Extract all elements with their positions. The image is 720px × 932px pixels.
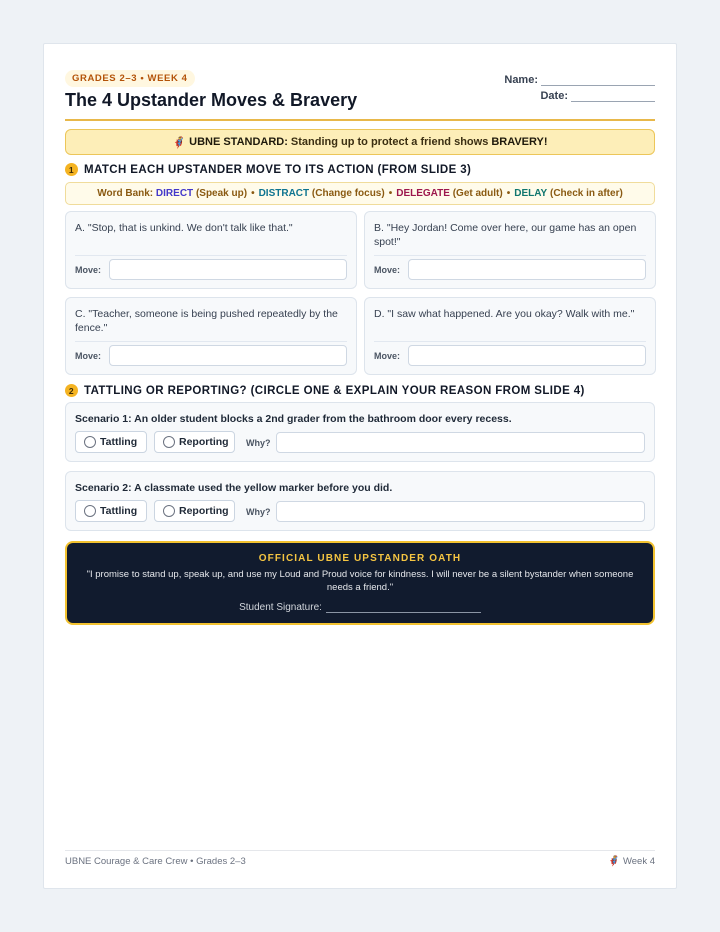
word-separator: • (388, 188, 393, 199)
standard-banner (65, 129, 655, 155)
move-input[interactable] (109, 259, 347, 280)
tattling-label: Tattling (100, 436, 138, 448)
card-divider (75, 255, 347, 256)
move-input[interactable] (408, 345, 646, 366)
signature-line[interactable] (326, 604, 481, 613)
move-label: Move: (75, 351, 102, 361)
superhero-icon: 🦸 (172, 136, 187, 149)
word-bank-label: Word Bank: (97, 188, 154, 199)
standard-highlight: BRAVERY! (491, 136, 548, 148)
upstander-oath-box (65, 541, 655, 625)
header-divider (65, 119, 655, 121)
word-distract: DISTRACT (258, 188, 310, 199)
date-label: Date: (540, 90, 568, 102)
word-direct-note: (Speak up) (195, 188, 248, 199)
tattling-option[interactable] (75, 431, 147, 453)
footer-divider (65, 850, 655, 851)
move-label: Move: (374, 265, 401, 275)
section-1-heading (65, 163, 471, 176)
move-quote: C. "Teacher, someone is being pushed repeatedly by the fence." (75, 308, 338, 334)
superhero-icon: 🦸 (607, 856, 620, 867)
move-label: Move: (374, 351, 401, 361)
page-title: The 4 Upstander Moves & Bravery (65, 90, 358, 110)
move-input[interactable] (109, 345, 347, 366)
word-delegate-note: (Get adult) (452, 188, 503, 199)
grade-week-badge: GRADES 2–3 • WEEK 4 (65, 70, 195, 87)
word-separator: • (251, 188, 255, 199)
signature-field[interactable] (67, 602, 653, 613)
signature-label: Student Signature: (239, 602, 322, 613)
section-1-title: MATCH EACH UPSTANDER MOVE TO ITS ACTION (FROM SLIDE 3) (84, 163, 472, 176)
tattling-option[interactable] (75, 500, 147, 522)
word-distract-note: (Change focus) (311, 188, 385, 199)
move-quote: A. "Stop, that is unkind. We don't talk like that." (75, 222, 293, 234)
name-blank[interactable] (541, 77, 655, 86)
name-label: Name: (504, 74, 538, 86)
footer-right (608, 856, 656, 867)
footer-left-text: UBNE Courage & Care Crew • Grades 2–3 (65, 856, 246, 867)
why-input[interactable] (276, 501, 645, 522)
scenario-card-1 (65, 402, 655, 462)
why-label: Why? (246, 438, 271, 448)
radio-circle-icon[interactable] (84, 436, 96, 448)
section-2-title: TATTLING OR REPORTING? (CIRCLE ONE & EXPLAIN YOUR REASON FROM SLIDE 4) (84, 384, 585, 397)
standard-text: Standing up to protect a friend shows (290, 136, 489, 148)
move-quote: B. "Hey Jordan! Come over here, our game has an open spot!" (374, 222, 637, 248)
date-field[interactable] (540, 90, 655, 102)
radio-circle-icon[interactable] (163, 436, 175, 448)
move-card-a (65, 211, 357, 289)
why-label: Why? (246, 507, 271, 517)
word-separator: • (506, 188, 511, 199)
standard-label: UBNE STANDARD: (189, 136, 288, 148)
name-field[interactable] (504, 74, 655, 86)
card-divider (75, 341, 347, 342)
tattling-label: Tattling (100, 505, 138, 517)
radio-circle-icon[interactable] (163, 505, 175, 517)
scenario-card-2 (65, 471, 655, 531)
date-blank[interactable] (571, 93, 655, 102)
radio-circle-icon[interactable] (84, 505, 96, 517)
move-input[interactable] (408, 259, 646, 280)
why-input[interactable] (276, 432, 645, 453)
word-delay: DELAY (514, 188, 548, 199)
word-direct: DIRECT (155, 188, 194, 199)
card-divider (374, 255, 646, 256)
reporting-option[interactable] (154, 431, 235, 453)
word-delegate: DELEGATE (396, 188, 450, 199)
word-delay-note: (Check in after) (550, 188, 623, 199)
section-number-badge: 2 (65, 384, 78, 397)
reporting-label: Reporting (179, 505, 229, 517)
scenario-text: Scenario 1: An older student blocks a 2nd grader from the bathroom door every recess. (75, 413, 512, 425)
move-card-b (364, 211, 656, 289)
move-quote: D. "I saw what happened. Are you okay? Walk with me." (374, 308, 635, 320)
oath-text: "I promise to stand up, speak up, and use my Loud and Proud voice for kindness. I will never be a silent bystander when someone needs a friend." (86, 569, 634, 593)
move-label: Move: (75, 265, 102, 275)
oath-title: OFFICIAL UBNE UPSTANDER OATH (258, 553, 462, 564)
section-2-heading (65, 384, 585, 397)
scenario-text: Scenario 2: A classmate used the yellow marker before you did. (75, 482, 393, 494)
reporting-label: Reporting (179, 436, 229, 448)
card-divider (374, 341, 646, 342)
move-card-c (65, 297, 357, 375)
section-number-badge: 1 (65, 163, 78, 176)
reporting-option[interactable] (154, 500, 235, 522)
footer-week: Week 4 (622, 856, 655, 867)
worksheet-page (43, 43, 677, 889)
word-bank (65, 182, 655, 205)
move-card-d (364, 297, 656, 375)
